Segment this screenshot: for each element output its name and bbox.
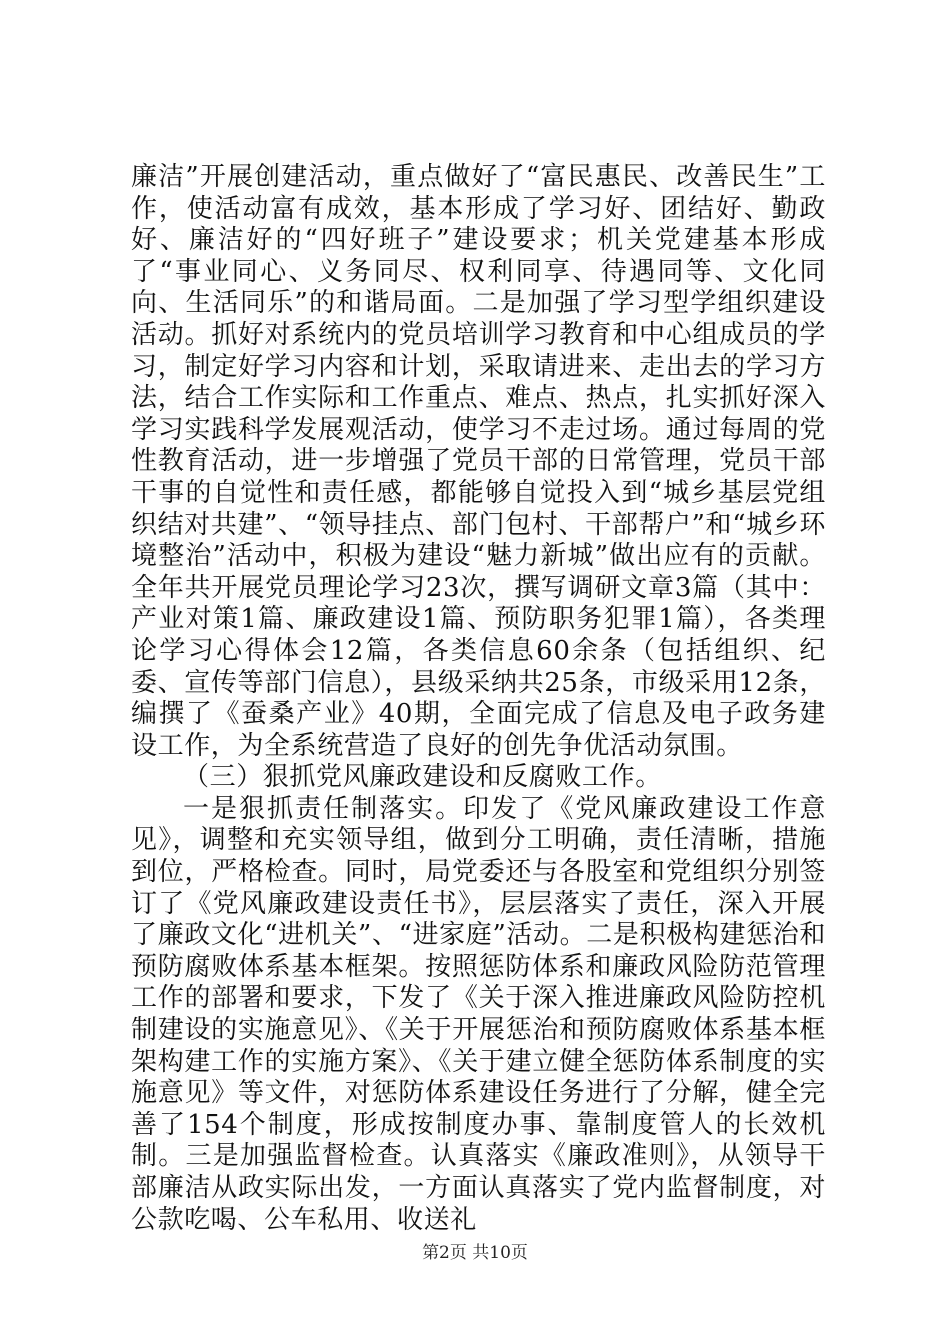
paragraph-continuation: 廉洁”开展创建活动，重点做好了“富民惠民、改善民生”工作，使活动富有成效，基本形成了学习好、团结好、勤政好、廉洁好的“四好班子”建设要求；机关党建基本形成了“事业同心、义务同尽、权利同享、待遇同等、文化同向、生活同乐”的和谐局面。二是加强了学习型学组织建设活动。抓好对系统内的党员培训学习教育和中心组成员的学习，制定好学习内容和计划，采取请进来、走出去的学习方法，结合工作实际和工作重点、难点、热点，扎实抓好深入学习实践科学发展观活动，使学习不走过场。通过每周的党性教育活动，进一步增强了党员干部的日常管理，党员干部干事的自觉性和责任感，都能够自觉投入到“城乡基层党组织结对共建”、“领导挂点、部门包村、干部帮户”和“城乡环境整治”活动中，积极为建设“魅力新城”做出应有的贡献。全年共开展党员理论学习23次，撰写调研文章3篇（其中：产业对策1篇、廉政建设1篇、预防职务犯罪1篇），各类理论学习心得体会12篇，各类信息60余条（包括组织、纪委、宣传等部门信息），县级采纳共25条，市级采用12条，编撰了《蚕桑产业》40期，全面完成了信息及电子政务建设工作，为全系统营造了良好的创先争优活动氛围。 (131, 162, 826, 761)
section-heading: （三）狠抓党风廉政建设和反腐败工作。 (183, 762, 662, 793)
paragraph-body: 一是狠抓责任制落实。印发了《党风廉政建设工作意见》，调整和充实领导组，做到分工明确，责任清晰，措施到位，严格检查。同时，局党委还与各股室和党组织分别签订了《党风廉政建设责任书》，层层落实了责任，深入开展了廉政文化“进机关”、“进家庭”活动。二是积极构建惩治和预防腐败体系基本框架。按照惩防体系和廉政风险防范管理工作的部署和要求，下发了《关于深入推进廉政风险防控机制建设的实施意见》、《关于开展惩治和预防腐败体系基本框架构建工作的实施方案》、《关于建立健全惩防体系制度的实施意见》等文件，对惩防体系建设任务进行了分解，健全完善了154个制度，形成按制度办事、靠制度管人的长效机制。三是加强监督检查。认真落实《廉政准则》，从领导干部廉洁从政实际出发，一方面认真落实了党内监督制度，对公款吃喝、公车私用、收送礼 (131, 793, 826, 1235)
body-text (131, 162, 826, 1236)
page-footer: 第2页 共10页 (422, 1243, 528, 1263)
